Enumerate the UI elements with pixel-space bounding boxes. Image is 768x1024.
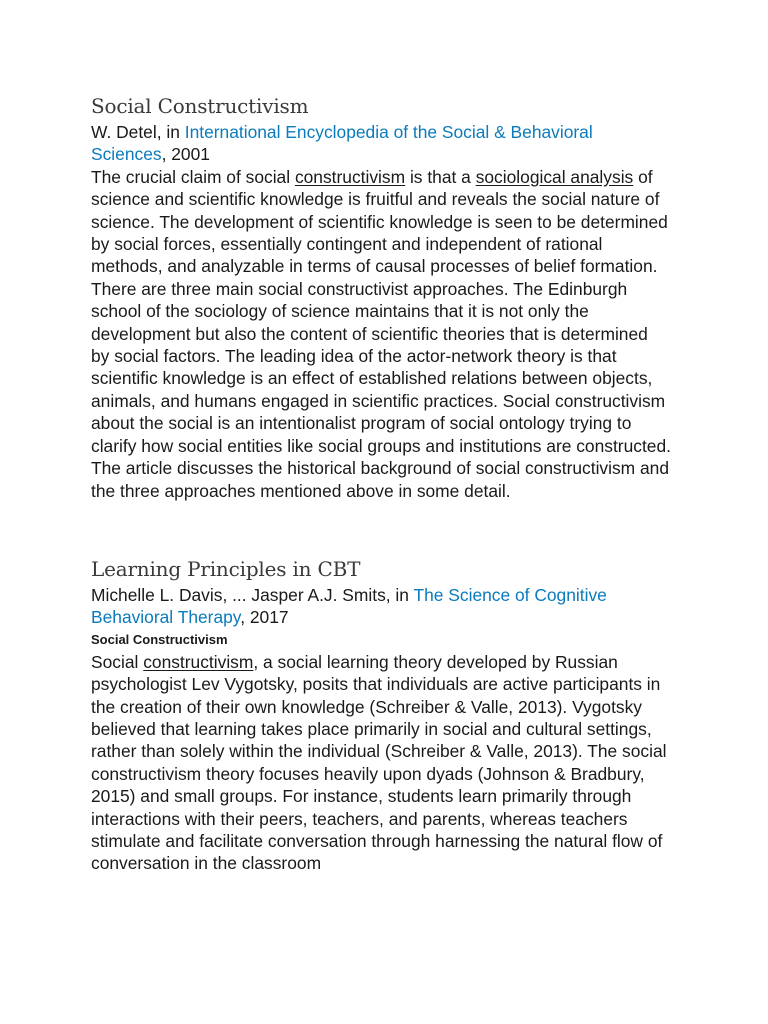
- term-link-constructivism[interactable]: constructivism: [143, 651, 254, 672]
- term-link-sociological-analysis[interactable]: sociological analysis: [475, 166, 634, 187]
- subheading: Social Constructivism: [91, 631, 228, 647]
- body-paragraph: [91, 166, 671, 502]
- section-learning-principles: [91, 555, 671, 875]
- body-text-segment: is that a: [405, 166, 476, 187]
- term-link-constructivism[interactable]: constructivism: [294, 166, 406, 187]
- source-link[interactable]: The Science of Cognitive Behavioral Therapy: [91, 584, 607, 628]
- body-text-segment: The crucial claim of social: [91, 166, 295, 187]
- body-paragraph: [91, 651, 671, 875]
- byline: [91, 121, 671, 166]
- section-social-constructivism: [91, 92, 671, 502]
- body-text-segment: , a social learning theory developed by Russian psychologist Lev Vygotsky, posits that individuals are active participants in the creation of their own knowledge (Schreiber & Valle, 2013). Vygotsky believed that learning takes place primarily in social and cultural settings, rather than solely within the individual (Schreiber & Valle, 2013). The social constructivism theory focuses heavily upon dyads (Johnson & Bradbury, 2015) and small groups. For instance, students learn primarily through interactions with their peers, teachers, and parents, whereas teachers stimulate and facilitate conversation through harnessing the natural flow of conversation in the classroom: [91, 651, 667, 874]
- year-text: , 2017: [240, 607, 289, 628]
- year-text: , 2001: [161, 144, 210, 165]
- source-link[interactable]: International Encyclopedia of the Social & Behavioral Sciences: [91, 122, 593, 165]
- body-text-segment: Social: [91, 651, 144, 672]
- author-text: W. Detel, in: [91, 122, 185, 142]
- author-text: Michelle L. Davis, ... Jasper A.J. Smits, in: [91, 584, 414, 605]
- byline: [91, 584, 671, 629]
- body-text-segment: of science and scientific knowledge is fruitful and reveals the social nature of science. The development of scientific knowledge is seen to be determined by social forces, essentially contingent and independent of rational methods, and analyzable in terms of causal processes of belief formation. There are three main social constructivist approaches. The Edinburgh school of the sociology of science maintains that it is not only the development but also the content of scientific theories that is determined by social factors. The leading idea of the actor-network theory is that scientific knowledge is an effect of established relations between objects, animals, and humans engaged in scientific practices. Social constructivism about the social is an intentionalist program of social ontology trying to clarify how social entities like social groups and institutions are constructed. The article discusses the historical background of social constructivism and the three approaches mentioned above in some detail.: [91, 166, 671, 501]
- section-title: Learning Principles in CBT: [91, 556, 361, 581]
- document-page: [91, 92, 671, 875]
- section-title: Social Constructivism: [91, 94, 309, 118]
